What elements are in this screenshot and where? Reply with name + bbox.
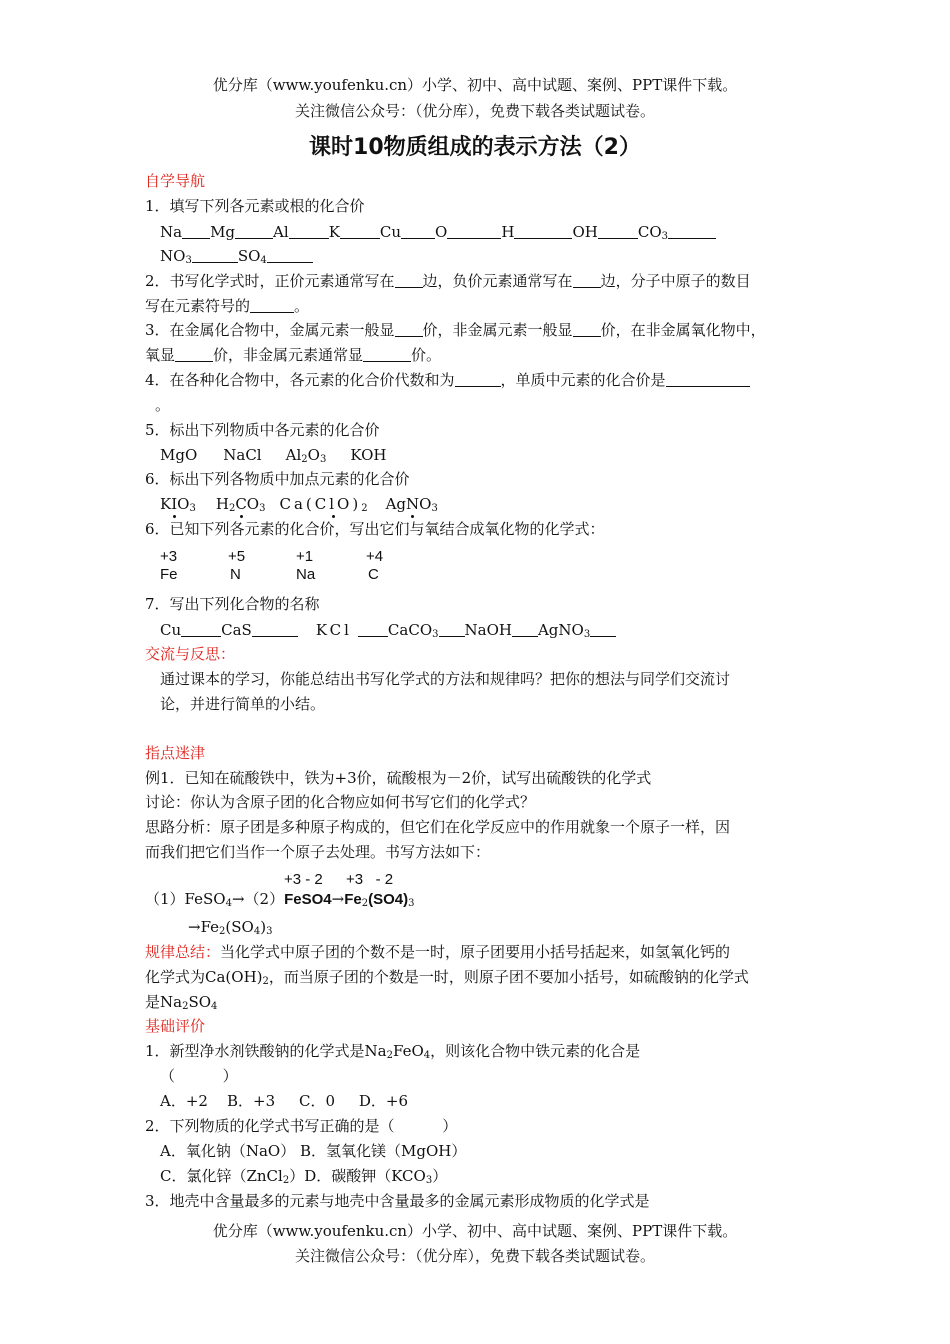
- exchange-line-1: 通过课本的学习，你能总结出书写化学式的方法和规律吗？把你的想法与同学们交流讨: [160, 670, 731, 688]
- example-1: 例1．已知在硫酸铁中，铁为+3价，硫酸根为－2价，试写出硫酸铁的化学式: [145, 769, 652, 787]
- page-title: 课时10物质组成的表示方法（2）: [309, 135, 641, 160]
- ion-label: OH: [572, 223, 598, 241]
- valence-label: +1: [296, 548, 314, 565]
- answer-blank[interactable]: [358, 622, 388, 637]
- question-4-end: 。: [155, 396, 171, 414]
- ion-label: NO: [160, 247, 186, 265]
- answer-blank[interactable]: [668, 224, 716, 239]
- answer-blank[interactable]: [235, 224, 273, 239]
- ion-label: H: [501, 223, 515, 241]
- basic-question-1-options[interactable]: A．+2 B．+3 C．0 D．+6: [160, 1092, 408, 1110]
- answer-blank[interactable]: [289, 224, 329, 239]
- answer-blank[interactable]: [363, 347, 411, 362]
- answer-blank[interactable]: [447, 224, 501, 239]
- question-1-row-2: $NO_3$ $SO_4$: [160, 246, 313, 271]
- answer-blank[interactable]: [175, 347, 213, 362]
- question-7-items: Cu CaS KCl CaCO$_3$ NaOH AgNO$_3$: [160, 620, 616, 645]
- question-2-line-2: 写在元素符号的 。: [145, 297, 310, 315]
- basic-question-1: 1．新型净水剂铁酸钠的化学式是$Na_2FeO_4$，则该化合物中铁元素的化合是: [145, 1042, 641, 1061]
- answer-blank[interactable]: [395, 273, 423, 288]
- valence-label: +3: [160, 548, 178, 565]
- answer-blank[interactable]: [514, 224, 572, 239]
- section-heading-exchange: 交流与反思：: [145, 645, 236, 663]
- question-7: 7．写出下列化合物的名称: [145, 595, 320, 613]
- ion-label: Cu: [379, 223, 402, 241]
- answer-blank[interactable]: [512, 622, 538, 637]
- ion-label: CO: [637, 223, 662, 241]
- valence-label: +3 - 2: [284, 871, 323, 888]
- answer-blank[interactable]: [192, 248, 238, 263]
- footer-line-1: 优分库（www.youfenku.cn）小学、初中、高中试题、案例、PPT课件下载。: [212, 1222, 738, 1240]
- rule-summary-line-2: 化学式为$Ca(OH)_2$，而当原子团的个数是一时，则原子团不要加小括号，如硫酸钠的化学式: [145, 968, 749, 987]
- answer-blank[interactable]: [573, 273, 601, 288]
- basic-question-2: 2．下列物质的化学式书写正确的是（ ）: [145, 1117, 458, 1135]
- basic-question-1-answer-paren[interactable]: （ ）: [160, 1067, 238, 1085]
- answer-blank[interactable]: [401, 224, 435, 239]
- question-6a-items: $KIO_3$ $H_2CO_3$ $Ca(ClO)_2$ AgNO$_3$: [160, 495, 438, 514]
- question-6a: 6．标出下列各物质中加点元素的化合价: [145, 470, 410, 488]
- valence-label: +4: [366, 548, 384, 565]
- question-1-row-1: Na Mg Al K Cu O H OH $CO_3$: [160, 222, 716, 247]
- answer-blank[interactable]: [181, 622, 221, 637]
- ion-label: K: [328, 223, 340, 241]
- question-4: 4．在各种化合物中，各元素的化合价代数和为 ，单质中元素的化合价是: [145, 370, 750, 390]
- answer-blank[interactable]: [666, 372, 750, 387]
- basic-question-2-options-cd[interactable]: C．氯化锌（ZnCl$_2$）D．碳酸钾$(KCO_3)$: [160, 1167, 448, 1186]
- element-symbol: Na: [296, 566, 316, 583]
- answer-blank[interactable]: [252, 622, 298, 637]
- header-line-1: 优分库（www.youfenku.cn）小学、初中、高中试题、案例、PPT课件下载。: [212, 76, 738, 94]
- question-3-line-2: 氧显 价，非金属元素通常显 价。: [145, 346, 442, 364]
- analysis-line-2: 而我们把它们当作一个原子去处理。书写方法如下：: [145, 843, 491, 861]
- answer-blank[interactable]: [439, 622, 465, 637]
- answer-blank[interactable]: [598, 224, 638, 239]
- answer-blank[interactable]: [590, 622, 616, 637]
- valence-label: +3 - 2: [346, 871, 394, 888]
- element-symbol: C: [368, 566, 379, 583]
- analysis-line-1: 思路分析：原子团是多种原子构成的，但它们在化学反应中的作用就象一个原子一样，因: [145, 818, 731, 836]
- answer-blank[interactable]: [395, 322, 423, 337]
- question-3-line-1: 3．在金属化合物中，金属元素一般显 价，非金属元素一般显 价，在非金属氧化物中，: [145, 321, 766, 339]
- footer-line-2: 关注微信公众号：（优分库），免费下载各类试题试卷。: [294, 1247, 655, 1265]
- question-5-items: MgO NaCl $Al_2O_3$ KOH: [160, 446, 387, 465]
- element-symbol: N: [230, 566, 241, 583]
- element-symbol: Fe: [160, 566, 178, 583]
- valence-label: +5: [228, 548, 246, 565]
- ion-label: Mg: [210, 223, 236, 241]
- rule-summary-line-3: 是$Na_2SO_4$: [145, 993, 218, 1012]
- basic-question-3: 3．地壳中含量最多的元素与地壳中含量最多的金属元素形成物质的化学式是: [145, 1192, 650, 1210]
- rule-summary-line-1: 规律总结：当化学式中原子团的个数不是一时，原子团要用小括号括起来，如氢氧化钙的: [145, 943, 731, 961]
- question-6b: 6．已知下列各元素的化合价，写出它们与氧结合成氧化物的化学式：: [145, 520, 605, 538]
- rule-summary-label: 规律总结：: [145, 943, 221, 961]
- section-heading-self-study: 自学导航: [145, 172, 206, 190]
- writing-result: $\to Fe_2(SO_4)_3$: [188, 918, 273, 937]
- ion-label: Al: [273, 223, 289, 241]
- section-heading-basic: 基础评价: [145, 1017, 206, 1035]
- header-line-2: 关注微信公众号：（优分库），免费下载各类试题试卷。: [294, 102, 655, 120]
- question-2-line-1: 2．书写化学式时，正价元素通常写在 边，负价元素通常写在 边，分子中原子的数目: [145, 272, 751, 290]
- section-heading-tips: 指点迷津: [145, 744, 206, 762]
- question-5: 5．标出下列物质中各元素的化合价: [145, 421, 380, 439]
- answer-blank[interactable]: [250, 298, 294, 313]
- writing-steps: $(1)FeSO_4\to(2)FeSO4\to Fe_2(SO4)_3$: [145, 890, 415, 909]
- question-1: 1．填写下列各元素或根的化合价: [145, 197, 365, 215]
- ion-label: Na: [160, 223, 183, 241]
- ion-label: SO: [237, 247, 261, 265]
- answer-blank[interactable]: [340, 224, 380, 239]
- basic-question-2-options-ab[interactable]: A．氧化钠（NaO） B．氢氧化镁（MgOH）: [160, 1142, 467, 1160]
- answer-blank[interactable]: [573, 322, 601, 337]
- discussion: 讨论：你认为含原子团的化合物应如何书写它们的化学式？: [145, 793, 536, 811]
- ion-label: O: [435, 223, 448, 241]
- answer-blank[interactable]: [267, 248, 313, 263]
- answer-blank[interactable]: [455, 372, 501, 387]
- answer-blank[interactable]: [182, 224, 210, 239]
- exchange-line-2: 论，并进行简单的小结。: [160, 695, 326, 713]
